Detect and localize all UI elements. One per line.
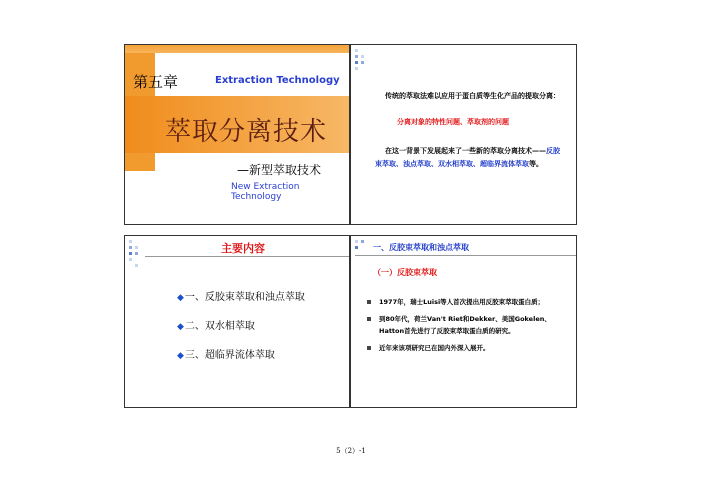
chinese-title: 萃取分离技术 (165, 117, 328, 147)
page-footer: 5（2）-1 (336, 447, 366, 455)
square-bullet-icon (367, 346, 371, 350)
intro-paragraph: 传统的萃取法难以应用于蛋白质等生化产品的提取分离： (385, 92, 560, 100)
chapter-label: 第五章 (133, 73, 179, 91)
section-header: 一、反胶束萃取和浊点萃取 (373, 243, 469, 252)
slide-contents (124, 235, 350, 408)
slide-background (350, 44, 577, 225)
diamond-bullet-icon: ◆ (177, 293, 184, 303)
orange-top-bar (125, 45, 350, 53)
divider (355, 255, 577, 256)
slide-title (124, 44, 350, 225)
divider (145, 256, 350, 257)
subsection-header: （一）反胶束萃取 (373, 268, 437, 277)
diamond-bullet-icon: ◆ (177, 351, 184, 361)
list-item: 1977年，瑞士Luisi等人首次提出用反胶束萃取蛋白质； (367, 296, 572, 308)
list-item: ◆二、双水相萃取 (177, 321, 255, 332)
contents-list (177, 288, 305, 375)
new-tech-paragraph: 在这一背景下发展起来了一些新的萃取分离技术——反胶束萃取、浊点萃取、双水相萃取、超临界流体萃取等。 (375, 147, 560, 168)
history-list (367, 296, 572, 359)
slide-reverse-micelle (350, 235, 577, 408)
problem-line: 分离对象的特性问题、萃取剂的问题 (397, 118, 509, 126)
list-item: ◆一、反胶束萃取和浊点萃取 (177, 292, 305, 303)
list-item: 到80年代，荷兰Van't Riet和Dekker、美国Gokelen、Hatton首先进行了反胶束萃取蛋白质的研究。 (367, 313, 572, 337)
contents-title: 主要内容 (221, 242, 265, 255)
list-item: ◆三、超临界流体萃取 (177, 350, 275, 361)
english-subtitle: New Extraction Technology (231, 182, 300, 202)
square-bullet-icon (367, 317, 371, 321)
tech-list: 反胶束萃取、浊点萃取、双水相萃取、超临界流体萃取 (375, 147, 560, 168)
english-title: Extraction Technology (215, 75, 340, 86)
square-bullet-icon (367, 300, 371, 304)
list-item: 近年来该项研究已在国内外深入展开。 (367, 342, 572, 354)
diamond-bullet-icon: ◆ (177, 322, 184, 332)
chinese-subtitle: —新型萃取技术 (237, 163, 322, 177)
